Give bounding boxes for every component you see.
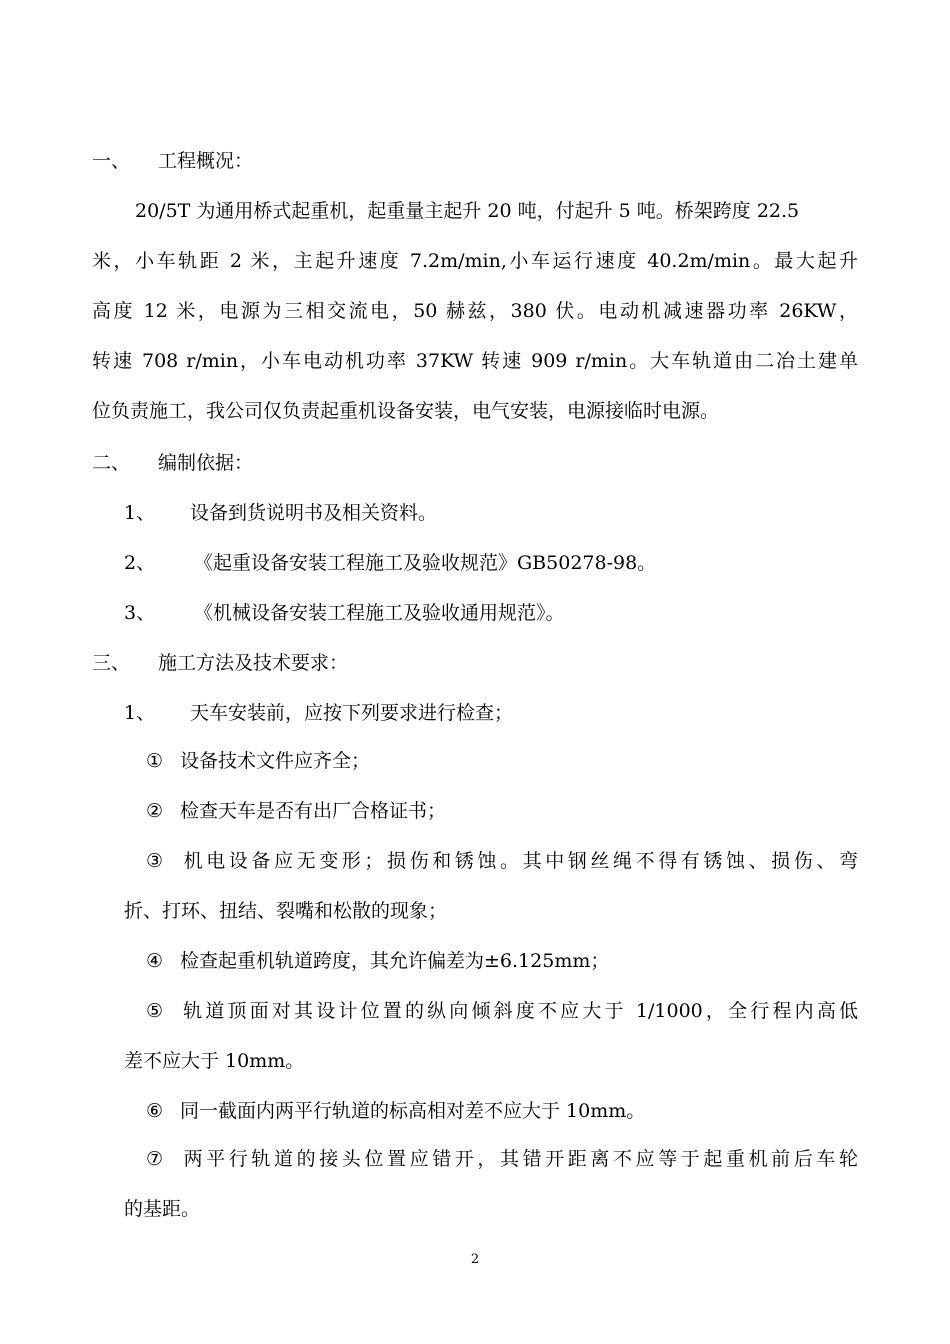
check-mark: ⑤	[146, 1000, 164, 1022]
paragraph-line-1: 20/5T 为通用桥式起重机，起重量主起升 20 吨，付起升 5 吨。桥架跨度 22.5	[135, 200, 800, 222]
paragraph-line-5: 位负责施工，我公司仅负责起重机设备安装，电气安装，电源接临时电源。	[92, 400, 720, 422]
check-item-3-continuation: 折、打环、扭结、裂嘴和松散的现象；	[124, 900, 448, 922]
check-mark: ④	[146, 950, 164, 972]
basis-item-number: 3、	[124, 602, 156, 624]
check-item-7	[146, 1146, 858, 1172]
section-2-number: 二、	[92, 452, 131, 474]
check-text: 检查起重机轨道跨度，其允许偏差为±6.125mm；	[180, 950, 610, 972]
check-item-3	[146, 848, 858, 874]
basis-item-1	[124, 500, 437, 526]
paragraph-line-3: 高度 12 米，电源为三相交流电，50 赫兹，380 伏。电动机减速器功率 26KW，	[92, 300, 858, 322]
check-text: 同一截面内两平行轨道的标高相对差不应大于 10mm。	[180, 1100, 646, 1122]
page-number: 2	[470, 1252, 480, 1267]
section-1-heading	[92, 148, 253, 174]
check-text: 两平行轨道的接头位置应错开，其错开距离不应等于起重机前后车轮	[180, 1148, 858, 1170]
section-1-number: 一、	[92, 150, 131, 172]
basis-item-text: 《机械设备安装工程施工及验收通用规范》。	[194, 602, 565, 624]
check-text: 设备技术文件应齐全；	[180, 750, 371, 772]
check-text: 机电设备应无变形；损伤和锈蚀。其中钢丝绳不得有锈蚀、损伤、弯	[180, 850, 858, 872]
check-text: 检查天车是否有出厂合格证书；	[180, 800, 447, 822]
check-item-5-continuation: 差不应大于 10mm。	[124, 1050, 305, 1072]
check-item-2	[146, 798, 446, 824]
basis-item-2	[124, 550, 656, 576]
method-item-number: 1、	[124, 702, 156, 724]
check-item-6	[146, 1098, 645, 1124]
check-mark: ⑥	[146, 1100, 164, 1122]
basis-item-text: 《起重设备安装工程施工及验收规范》GB50278-98。	[194, 552, 657, 574]
check-item-7-continuation: 的基距。	[124, 1198, 201, 1220]
check-text: 轨道顶面对其设计位置的纵向倾斜度不应大于 1/1000，全行程内高低	[180, 1000, 858, 1022]
paragraph-line-4: 转速 708 r/min，小车电动机功率 37KW 转速 909 r/min。大车轨道由二冶土建单	[92, 350, 858, 372]
paragraph-line-2: 米，小车轨距 2 米，主起升速度 7.2m/min,小车运行速度 40.2m/min。最大起升	[92, 250, 858, 272]
section-3-heading	[92, 650, 348, 676]
check-mark: ③	[146, 850, 164, 872]
check-mark: ②	[146, 800, 164, 822]
check-item-1	[146, 748, 370, 774]
section-2-title: 编制依据：	[158, 452, 254, 474]
section-3-title: 施工方法及技术要求：	[158, 652, 349, 674]
basis-item-3	[124, 600, 565, 626]
check-item-5	[146, 998, 858, 1024]
basis-item-text: 设备到货说明书及相关资料。	[190, 502, 438, 524]
method-item-text: 天车安装前，应按下列要求进行检查；	[190, 702, 514, 724]
check-mark: ⑦	[146, 1148, 164, 1170]
section-1-title: 工程概况：	[158, 150, 254, 172]
method-item-1	[124, 700, 513, 726]
basis-item-number: 2、	[124, 552, 156, 574]
section-2-heading	[92, 450, 253, 476]
check-item-4	[146, 948, 609, 974]
section-3-number: 三、	[92, 652, 131, 674]
check-mark: ①	[146, 750, 164, 772]
basis-item-number: 1、	[124, 502, 156, 524]
